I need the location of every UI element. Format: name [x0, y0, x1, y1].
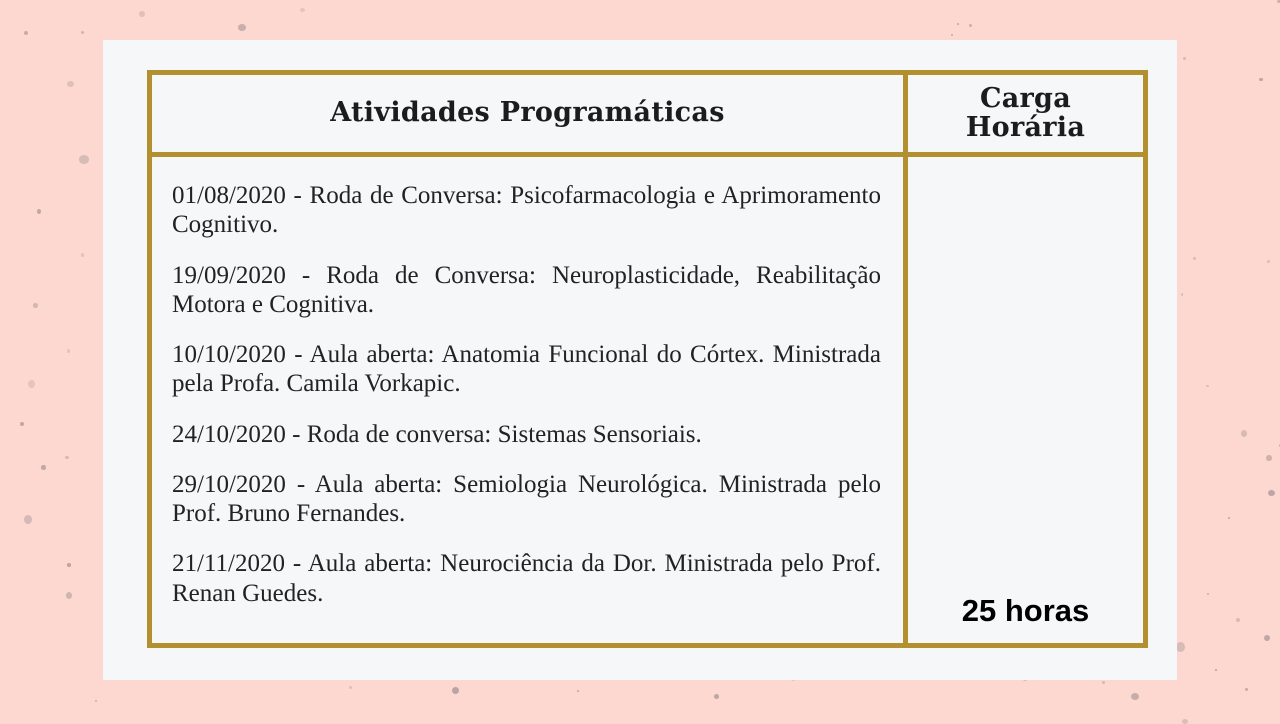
- activity-item: 29/10/2020 - Aula aberta: Semiologia Neurológica. Ministrada pelo Prof. Bruno Fernandes.: [172, 470, 881, 527]
- activity-item: 19/09/2020 - Roda de Conversa: Neuroplasticidade, Reabilitação Motora e Cognitiva.: [172, 261, 881, 318]
- schedule-table: [147, 70, 1148, 648]
- header-cell-activities: [152, 75, 908, 152]
- slide-card: [103, 40, 1177, 680]
- workload-cell: [908, 157, 1143, 643]
- activities-list: [152, 157, 908, 643]
- table-header-row: [152, 75, 1143, 157]
- header-cell-workload: [908, 75, 1143, 152]
- workload-value: 25 horas: [961, 593, 1090, 628]
- activities-header-label: Atividades Programáticas: [330, 97, 725, 129]
- table-body-row: [152, 157, 1143, 643]
- workload-header-label: Carga Horária: [965, 83, 1086, 143]
- activity-item: 10/10/2020 - Aula aberta: Anatomia Funcional do Córtex. Ministrada pela Profa. Camila Vorkapic.: [172, 341, 881, 398]
- activity-item: 21/11/2020 - Aula aberta: Neurociência da Dor. Ministrada pelo Prof. Renan Guedes.: [172, 550, 881, 607]
- activity-item: 01/08/2020 - Roda de Conversa: Psicofarmacologia e Aprimoramento Cognitivo.: [172, 182, 881, 239]
- activity-item: 24/10/2020 - Roda de conversa: Sistemas Sensoriais.: [172, 420, 702, 448]
